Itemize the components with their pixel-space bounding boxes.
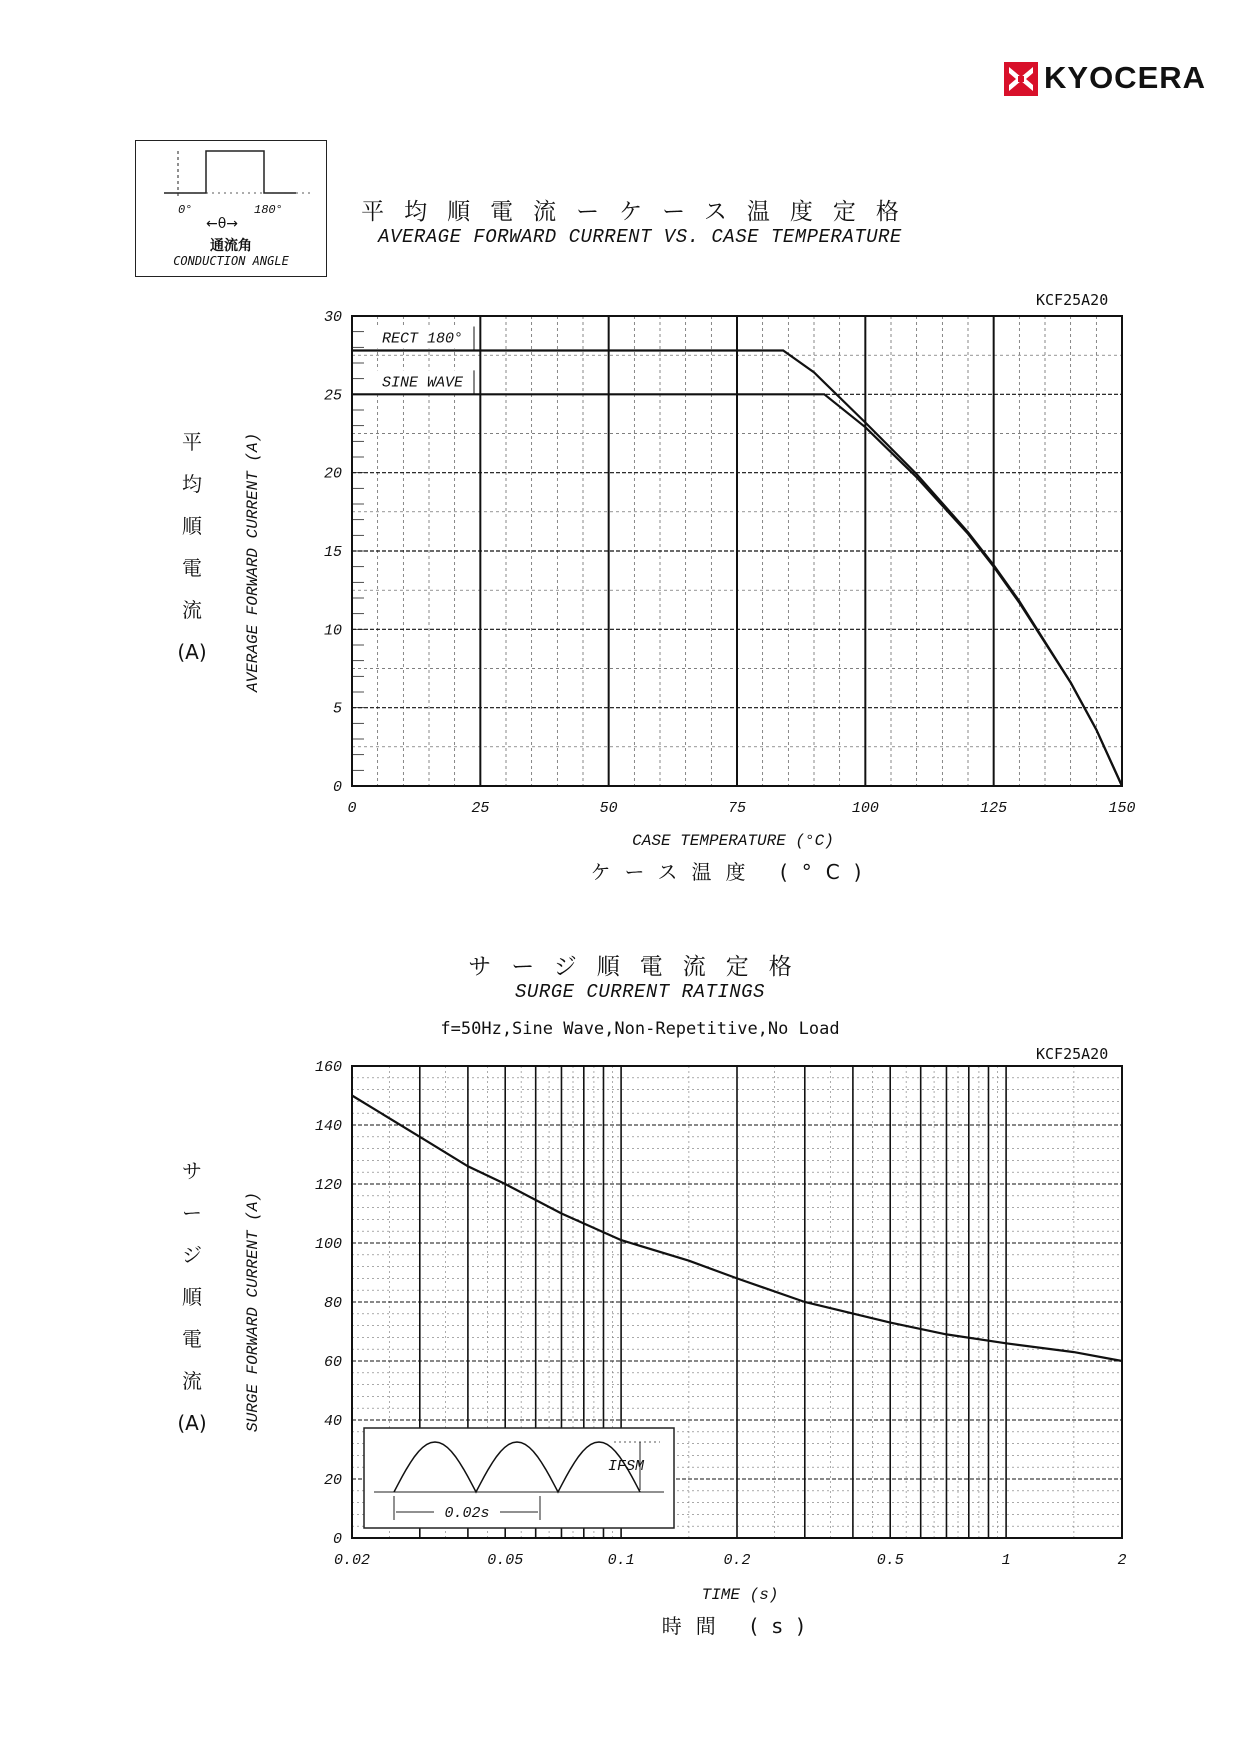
y-tick-label: 25 <box>323 387 342 405</box>
chart2-ylabel-jp-char: (A) <box>177 1411 207 1435</box>
chart1-ylabel-jp-char: 流 <box>182 598 202 622</box>
x-tick-label: 0.1 <box>607 1552 635 1569</box>
y-tick-label: 100 <box>314 1236 342 1253</box>
chart2-model-label: KCF25A20 <box>1036 1045 1109 1063</box>
theta-arrow-label: ←θ→ <box>206 216 239 232</box>
x-tick-label: 0.5 <box>876 1552 904 1569</box>
x-tick-label: 50 <box>599 800 618 817</box>
kyocera-logo <box>1004 58 1207 98</box>
chart1-ylabel-jp-char: (A) <box>177 640 207 664</box>
chart2-ylabel-jp <box>172 1150 212 1444</box>
chart1-ylabel-jp-char: 均 <box>182 472 202 496</box>
y-tick-label: 80 <box>323 1295 342 1312</box>
chart2-ylabel-jp-char: サ <box>182 1159 202 1183</box>
chart2-ylabel-en: SURGE FORWARD CURRENT (A) <box>244 1191 262 1432</box>
inset-ifsm-label: IFSM <box>608 1458 645 1475</box>
x-tick-label: 75 <box>727 800 747 817</box>
x-tick-label: 0.02 <box>333 1552 371 1569</box>
series-label: RECT 180° <box>382 330 464 348</box>
x-tick-label: 125 <box>980 800 1008 817</box>
chart1-xlabel-jp: ケース温度 (°C) <box>590 860 876 884</box>
chart2-ylabel-jp-char: ー <box>182 1201 202 1225</box>
x-tick-label: 0.05 <box>487 1552 524 1569</box>
y-tick-label: 20 <box>323 465 342 483</box>
x-tick-label: 100 <box>851 800 879 817</box>
y-tick-label: 120 <box>314 1177 342 1194</box>
y-tick-label: 30 <box>323 309 342 326</box>
chart2-ylabel-jp-char: ジ <box>182 1243 202 1267</box>
x-tick-label: 25 <box>471 800 490 817</box>
chart2-subtitle: f=50Hz,Sine Wave,Non-Repetitive,No Load <box>440 1019 840 1039</box>
chart2-ylabel-jp-char: 電 <box>182 1327 202 1351</box>
y-tick-label: 0 <box>332 1531 342 1548</box>
chart2-xlabel-jp: 時間 (s) <box>661 1614 819 1638</box>
y-tick-label: 160 <box>314 1059 342 1076</box>
y-tick-label: 5 <box>332 700 342 718</box>
x-tick-label: 0.2 <box>723 1552 751 1569</box>
y-tick-label: 15 <box>323 544 342 561</box>
chart2-title-en: SURGE CURRENT RATINGS <box>515 981 765 1003</box>
x-tick-label: 0 <box>347 800 357 817</box>
y-tick-label: 40 <box>323 1413 342 1430</box>
angle-end-label: 180° <box>254 203 283 217</box>
chart1-ylabel-jp <box>172 421 212 673</box>
y-tick-label: 10 <box>323 622 342 640</box>
chart1-title-jp: 平均順電流ーケース温度定格 <box>361 199 919 225</box>
chart1-ylabel-jp-char: 平 <box>182 430 202 454</box>
x-tick-label: 150 <box>1108 800 1136 817</box>
conduction-angle-label-en: CONDUCTION ANGLE <box>173 254 289 268</box>
chart1-title-en: AVERAGE FORWARD CURRENT VS. CASE TEMPERATURE <box>378 226 902 248</box>
y-tick-label: 140 <box>314 1118 342 1135</box>
chart1-ylabel-en: AVERAGE FORWARD CURRENT (A) <box>244 432 262 692</box>
chart1-plot <box>320 300 1136 820</box>
y-tick-label: 20 <box>323 1472 342 1489</box>
chart1-ylabel-jp-char: 電 <box>182 556 202 580</box>
x-tick-label: 2 <box>1117 1552 1127 1569</box>
series-label: SINE WAVE <box>382 374 464 392</box>
angle-start-label: 0° <box>178 203 193 217</box>
conduction-angle-label-jp: 通流角 <box>210 238 252 254</box>
chart2-ylabel-jp-char: 流 <box>182 1369 202 1393</box>
y-tick-label: 60 <box>323 1354 342 1371</box>
chart1-model-label: KCF25A20 <box>1036 291 1109 309</box>
brand-name: KYOCERA <box>1044 60 1207 95</box>
inset-period-label: 0.02s <box>444 1505 490 1522</box>
chart2-title-jp: サージ順電流定格 <box>468 954 812 980</box>
y-tick-label: 0 <box>332 779 342 796</box>
chart1-ylabel-jp-char: 順 <box>182 514 202 538</box>
chart2-ylabel-jp-char: 順 <box>182 1285 202 1309</box>
chart2-xlabel-en: TIME (s) <box>701 1586 779 1604</box>
chart2-plot <box>314 1050 1127 1650</box>
kyocera-logo-icon <box>1004 62 1038 96</box>
chart1-xlabel-en: CASE TEMPERATURE (°C) <box>632 832 834 850</box>
x-tick-label: 1 <box>1001 1552 1011 1569</box>
